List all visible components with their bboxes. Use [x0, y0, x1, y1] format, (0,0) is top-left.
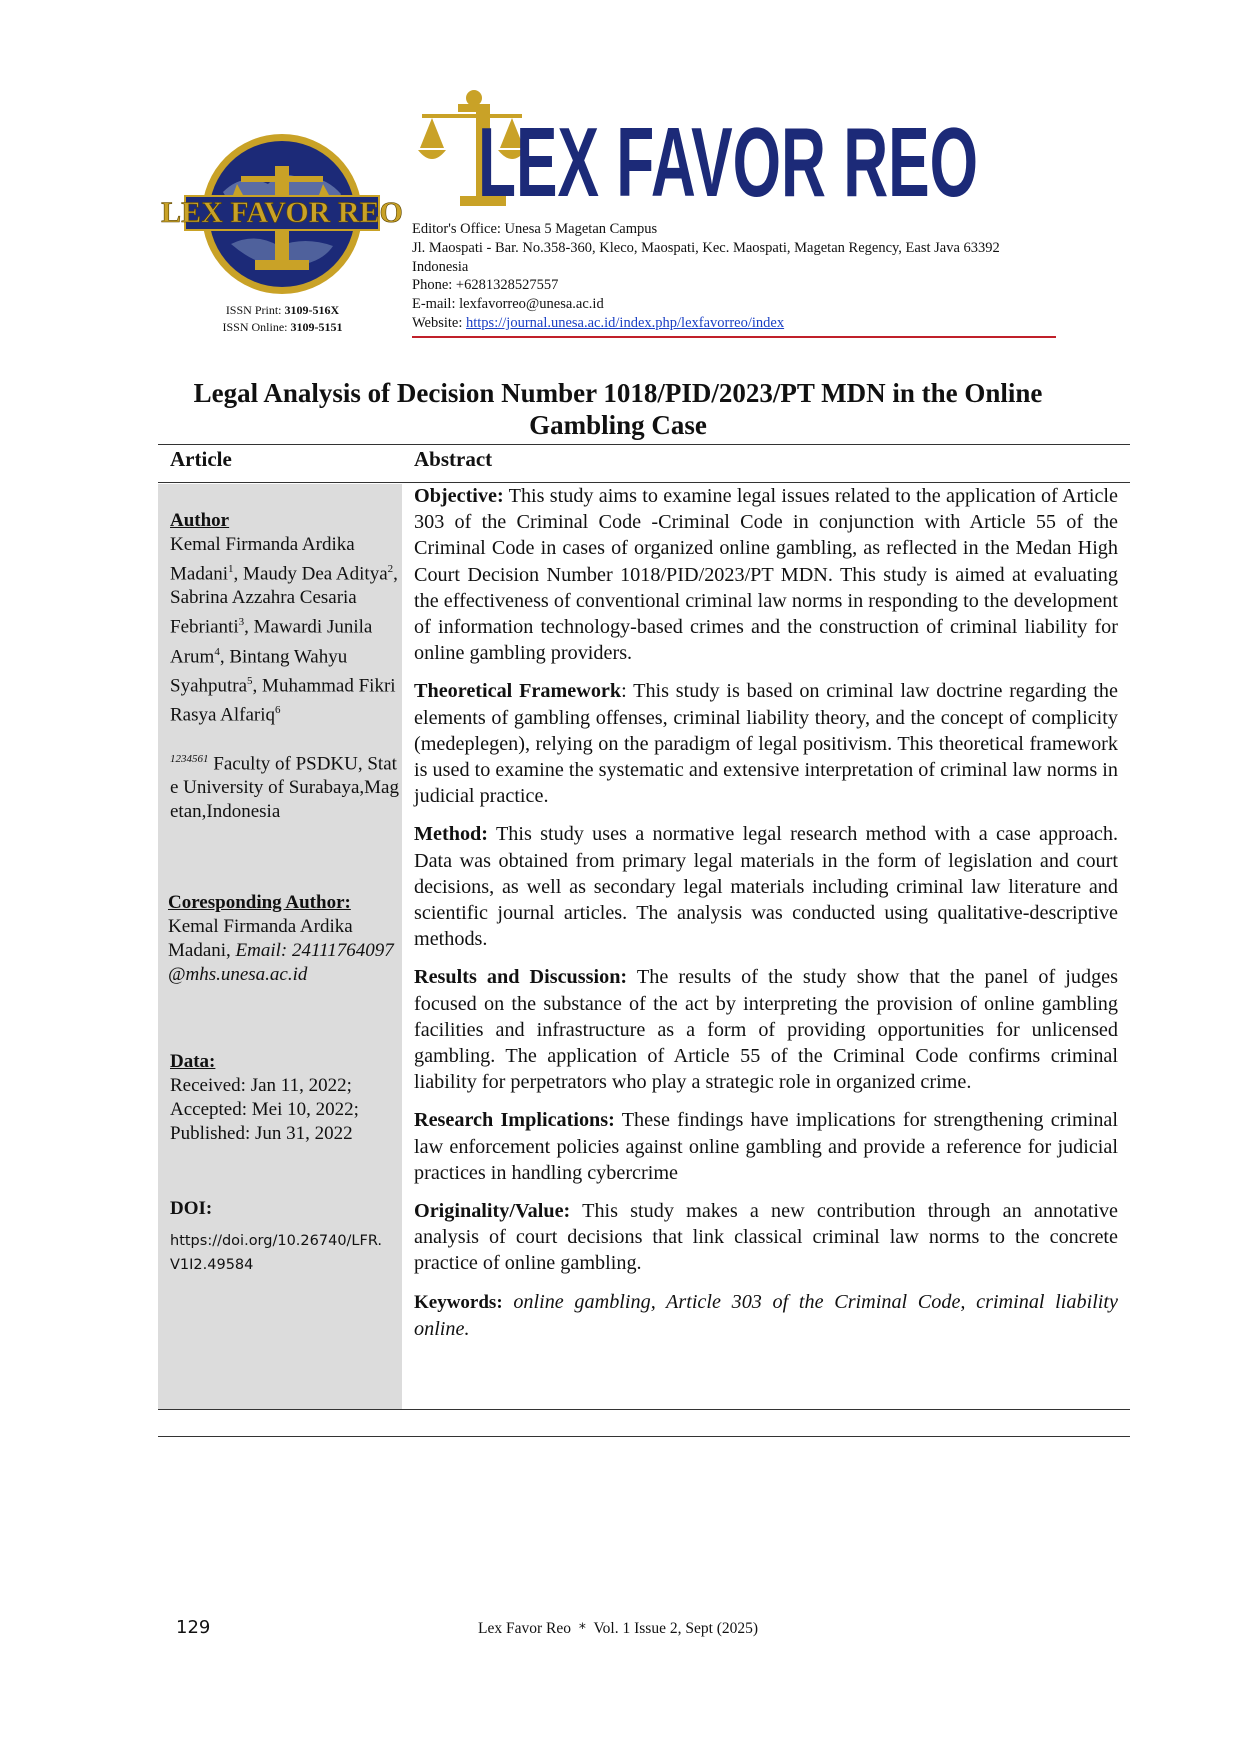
issn-print: ISSN Print: 3109-516X — [225, 303, 340, 317]
published-date: Published: Jun 31, 2022 — [170, 1123, 353, 1144]
editor-office-info — [412, 220, 1112, 333]
running-footer: Lex Favor Reo * Vol. 1 Issue 2, Sept (2025) — [478, 1620, 759, 1637]
corresponding-heading: Coresponding Author: — [168, 892, 351, 913]
office-website: Website: https://journal.unesa.ac.id/index.php/lexfavorreo/index — [412, 314, 785, 331]
author-list: Kemal Firmanda Ardika Madani$^1$, Maudy Dea Aditya$^2$, Sabrina Azzahra Cesaria Febrianti$^3$, Mawardi Junila Arum$^4$, Bintang Wahyu Syahputra$^5$, Muhammad Fikri Rasya Alfariq$^6$ — [170, 534, 398, 726]
doi-section — [170, 1197, 400, 1277]
author-section — [170, 509, 400, 728]
abstract-column-header: Abstract — [414, 447, 493, 471]
originality-paragraph: Originality/Value: This study makes a new contribution through an annotative analysis of court decisions that link classical criminal law norms to the concrete practice of online gambling. — [414, 1200, 1118, 1275]
journal-wordmark-logo — [418, 88, 1000, 217]
accepted-date: Accepted: Mei 10, 2022; — [170, 1099, 359, 1120]
page-number: 129 — [176, 1617, 211, 1638]
keywords-paragraph: Keywords: online gambling, Article 303 of the Criminal Code, criminal liability online. — [414, 1290, 1118, 1340]
footer-separator: * — [578, 1621, 586, 1637]
corresponding-email[interactable]: 24111764097@mhs.unesa.ac.id — [168, 940, 394, 985]
issn-online: ISSN Online: 3109-5151 — [222, 320, 343, 334]
doi-link[interactable]: https://doi.org/10.26740/LFR.V1I2.49584 — [170, 1233, 383, 1273]
section-end-rule — [158, 1436, 1130, 1437]
office-email: E-mail: lexfavorreo@unesa.ac.id — [412, 296, 604, 313]
doi-heading: DOI: — [170, 1198, 213, 1219]
implications-paragraph: Research Implications: These findings have implications for strengthening criminal law enforcement policies against online gambling and provide a reference for judicial practices in handling cybercrime — [414, 1109, 1118, 1184]
article-column-header: Article — [170, 447, 232, 471]
seal-lettering: LEX FAVOR REO — [161, 196, 403, 229]
wordmark-text: LEX FAVOR REO — [478, 107, 978, 217]
header-divider — [412, 336, 1056, 338]
received-date: Received: Jan 11, 2022; — [170, 1075, 352, 1096]
office-address: Jl. Maospati - Bar. No.358-360, Kleco, Maospati, Kec. Maospati, Magetan Regency, East Java 63392 — [412, 239, 1000, 256]
results-paragraph: Results and Discussion: The results of the study show that the panel of judges focused on the substance of the act by interpreting the provision of online gambling facilities and infrastructure as a form of providing opportunities for unlicensed gambling. The application of Article 55 of the Criminal Code confirms criminal liability for perpetrators who play a strategic role in organized crime. — [414, 966, 1118, 1094]
table-bottom-rule — [158, 1409, 1130, 1410]
objective-paragraph: Objective: This study aims to examine legal issues related to the application of Article 303 of the Criminal Code -Criminal Code in conjunction with Article 55 of the Criminal Code in cases of organized online gambling, as reflected in the Medan High Court Decision Number 1018/PID/2023/PT MDN. This study is aimed at evaluating the effectiveness of conventional criminal law norms in responding to the development of information technology-based crimes and the construction of criminal liability for online gambling providers. — [414, 485, 1118, 665]
author-heading: Author — [170, 510, 230, 531]
dates-section — [170, 1050, 400, 1146]
table-top-rule — [158, 444, 1130, 445]
office-line: Editor's Office: Unesa 5 Magetan Campus — [412, 221, 658, 237]
office-phone: Phone: +6281328527557 — [412, 277, 559, 294]
website-link[interactable]: https://journal.unesa.ac.id/index.php/lexfavorreo/index — [466, 314, 785, 331]
issn-block — [160, 302, 405, 336]
journal-seal-logo — [161, 132, 403, 296]
affiliation: $^{1234561}$ Faculty of PSDKU, State University of Surabaya,Magetan,Indonesia — [170, 753, 399, 823]
corresponding-author-section — [168, 891, 398, 987]
corresponding-name: Kemal Firmanda Ardika Madani, Email: 24111764097@mhs.unesa.ac.id — [168, 916, 394, 985]
data-heading: Data: — [170, 1051, 216, 1072]
office-country: Indonesia — [412, 258, 469, 275]
abstract-body — [414, 483, 1118, 1354]
framework-paragraph: Theoretical Framework: This study is based on criminal law doctrine regarding the elements of gambling offenses, criminal liability theory, and the concept of complicity (medeplegen), relying on the paradigm of legal positivism. This theoretical framework is used to examine the systematic and extensive interpretation of criminal law norms in judicial practice. — [414, 680, 1118, 808]
method-paragraph: Method: This study uses a normative legal research method with a case approach. Data was obtained from primary legal materials in the form of legislation and court decisions, as well as secondary legal materials including criminal law literature and scientific journal articles. The analysis was conducted using qualitative-descriptive methods. — [414, 823, 1119, 951]
article-title: Legal Analysis of Decision Number 1018/PID/2023/PT MDN in the Online Gambling Case — [193, 378, 1043, 440]
